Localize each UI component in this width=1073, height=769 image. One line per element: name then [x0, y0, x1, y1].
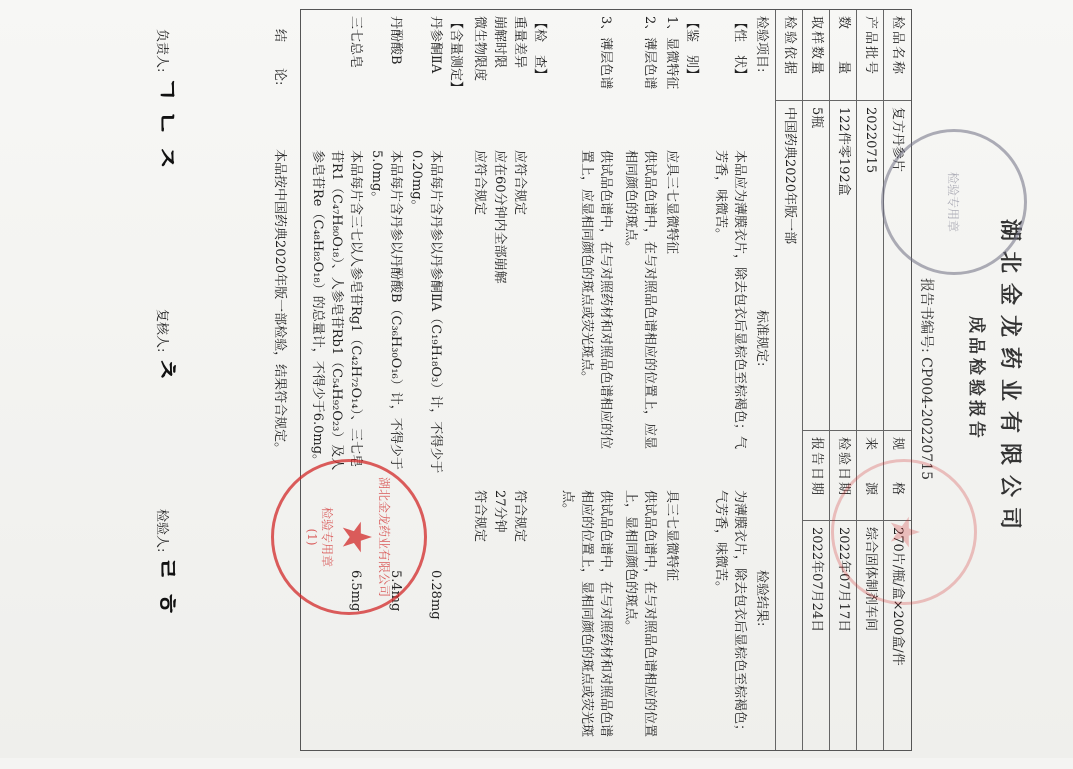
report-number-label: 报告书编号:: [918, 277, 934, 353]
identify-1-result: 具三七显微特征: [664, 490, 679, 582]
identify-3-result: 供试品色谱中，在与对照药材和对照品色谱相应的位置上，显相同颜色的斑点或荧光斑点。: [560, 490, 613, 738]
salvianolic-item: 丹酚酸B: [388, 16, 403, 65]
danshen-standard: 本品每片含丹参以丹参酮ⅡA（C₁₉H₁₈O₃）计，不得少于0.20mg。: [409, 150, 443, 474]
identify-1-standard: 应具三七显微特征: [664, 150, 679, 255]
test-date-label: 检验日期: [830, 430, 857, 520]
disint-result: 27分钟: [492, 490, 507, 533]
character-standard: 本品应为薄膜衣片，除去包衣后显棕色至棕褐色；气芳香，味微苦。: [713, 150, 747, 450]
sample-value: 5瓶: [803, 100, 830, 430]
gray-stamp: [881, 129, 1027, 275]
faint-stamp: [831, 459, 977, 605]
disint-item: 崩解时限: [492, 16, 507, 69]
product-name-value: 复方丹参片: [884, 100, 911, 430]
micro-item: 微生物限度: [472, 16, 487, 82]
report-table: [300, 9, 912, 751]
salvianolic-standard: 本品每片含丹参以丹酚酸B（C₃₆H₃₀O₁₆）计，不得少于5.0mg。: [369, 150, 403, 470]
batch-label: 产品批号: [863, 16, 878, 77]
identify-1: 1、显微特征: [664, 16, 679, 90]
check-head: 【检 查】: [532, 16, 547, 82]
gray-stamp-text: 检验专用章: [946, 171, 961, 232]
rotated-document: [37, 0, 1037, 769]
info-row-4: [802, 10, 830, 750]
identify-2-result: 供试品色谱中，在与对照品色谱相应的位置上，显相同颜色的斑点。: [623, 490, 657, 738]
faint-stamp-star-icon: ★: [881, 514, 927, 550]
identify-head: 【鉴 别】: [684, 16, 699, 82]
report-title: 成品检验报告: [966, 316, 986, 442]
disint-standard: 应在60分钟内全部崩解: [492, 150, 507, 284]
inspector-signature: [150, 509, 187, 616]
identify-3-standard: 供试品色谱中，在与对照药材和对照品色谱相应的位置上，应显相同颜色的斑点或荧光斑点。: [579, 150, 613, 450]
sample-label: 取样数量: [809, 16, 824, 77]
info-row-1: [883, 10, 911, 750]
notoginseng-item: 三七总皂: [348, 16, 363, 69]
info-row-5: [775, 10, 803, 750]
report-number-value: CP004-20220715: [918, 357, 934, 480]
standard-head: 标准规定:: [754, 310, 769, 367]
report-number: [917, 0, 937, 769]
source-label: 来 源: [857, 430, 884, 520]
test-date-value: 2022年07月17日: [830, 520, 857, 750]
leader-signature-mark: ㄱ ㄴ ㅈ: [151, 76, 181, 170]
identify-3: 3、薄层色谱: [598, 16, 613, 90]
inspector-label: 检验人:: [154, 509, 169, 553]
red-stamp-num: (1): [305, 528, 319, 546]
source-value: 综合固体制剂车间: [857, 520, 884, 750]
reviewer-signature: [150, 309, 187, 382]
report-date-value: 2022年07月24日: [803, 520, 830, 750]
report-date-label: 报告日期: [803, 430, 830, 520]
weight-result: 符合规定: [512, 490, 527, 543]
spec-value: 270片/瓶/盒×200盒/件: [884, 520, 911, 750]
product-name-label: 检品名称: [890, 16, 905, 77]
leader-signature: [150, 29, 187, 170]
conclusion-text: 本品按中国药典2020年版一部检验，结果符合规定。: [272, 149, 287, 456]
items-head: 检验项目:: [754, 16, 769, 73]
identify-2-standard: 供试品色谱中，在与对照品色谱相应的位置上，应显相同颜色的斑点。: [623, 150, 657, 450]
basis-label: 检验依据: [782, 16, 797, 77]
reviewer-label: 复核人:: [154, 309, 169, 353]
assay-head: 【含量测定】: [448, 16, 463, 95]
danshen-item: 丹参酮ⅡA: [428, 16, 443, 74]
batch-value: 20220715: [857, 100, 884, 430]
red-inspection-stamp: [271, 459, 427, 615]
micro-standard: 应符合规定: [472, 150, 487, 216]
quantity-value: 122件零192盒: [830, 100, 857, 430]
quantity-label: 数 量: [836, 16, 851, 77]
weight-item: 重量差异: [512, 16, 527, 69]
red-stamp-star-icon: ★: [333, 519, 379, 555]
info-row-2: [856, 10, 884, 750]
reviewer-signature-mark: ㅊ: [151, 356, 181, 382]
salvianolic-result: 5.4mg: [388, 570, 403, 612]
spec-label: 规 格: [884, 430, 911, 520]
notoginseng-result: 6.5mg: [348, 570, 363, 612]
danshen-result: 0.28mg: [428, 570, 443, 620]
inspector-signature-mark: ㄹ ㅎ: [151, 556, 181, 616]
micro-result: 符合规定: [472, 490, 487, 543]
red-stamp-company: 湖北金龙药业有限公司: [377, 476, 391, 597]
notoginseng-standard: 本品每片含三七以人参皂苷Rg1（C₄₂H₇₂O₁₄）、三七皂苷R1（C₄₇H₈₀O₁₈）、人参皂苷Rb1（C₅₄H₉₂O₂₃）及人参皂苷Re（C₄₈H₈₂O₁₈）的总量计，不得少于6.0mg。: [310, 150, 363, 471]
character-head: 【性 状】: [732, 16, 747, 82]
leader-label: 负责人:: [154, 29, 169, 73]
result-head: 检验结果:: [754, 570, 769, 627]
company-name: 湖北金龙药业有限公司: [997, 218, 1023, 539]
identify-2: 2、薄层色谱: [642, 16, 657, 90]
basis-value: 中国药典2020年版一部: [776, 100, 803, 750]
red-stamp-sub: 检验专用章: [320, 506, 334, 567]
character-result: 为薄膜衣片，除去包衣后显棕色至棕褐色；气芳香，味微苦。: [713, 490, 747, 738]
info-row-3: [829, 10, 857, 750]
weight-standard: 应符合规定: [512, 150, 527, 216]
conclusion-label: 结 论:: [272, 29, 287, 86]
